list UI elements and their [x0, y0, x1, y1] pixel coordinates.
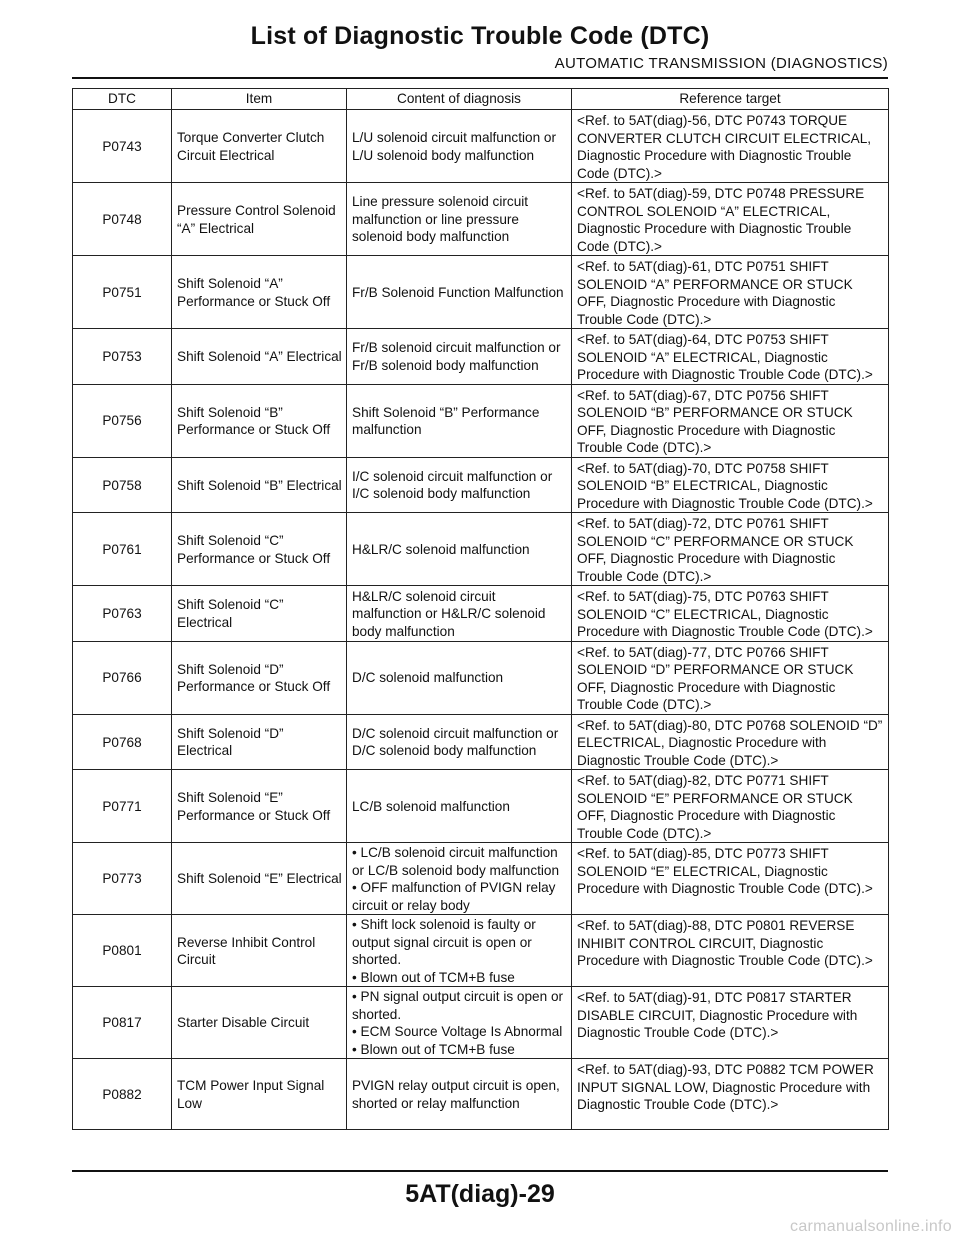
table-row: [73, 641, 889, 714]
diagnosis-content: [347, 329, 572, 385]
reference-link[interactable]: <Ref. to 5AT(diag)-82, DTC P0771 SHIFT SOLENOID “E” PERFORMANCE OR STUCK OFF, Diagnostic Procedure with Diagnostic Trouble Code (DTC).>: [572, 770, 889, 843]
diagnosis-content: [347, 915, 572, 987]
diagnosis-content: [347, 843, 572, 915]
table-row: [73, 384, 889, 457]
table-header-row: [73, 89, 889, 110]
dtc-item: Shift Solenoid “A” Performance or Stuck Off: [172, 256, 347, 329]
diagnosis-line: • LC/B solenoid circuit malfunction or LC/B solenoid body malfunction: [352, 845, 560, 878]
dtc-code: P0817: [73, 987, 172, 1059]
dtc-item: TCM Power Input Signal Low: [172, 1059, 347, 1130]
diagnosis-line: Shift Solenoid “B” Performance malfunction: [352, 404, 540, 437]
diagnosis-content: [347, 586, 572, 642]
reference-link[interactable]: <Ref. to 5AT(diag)-85, DTC P0773 SHIFT SOLENOID “E” ELECTRICAL, Diagnostic Procedure with Diagnostic Trouble Code (DTC).>: [572, 843, 889, 915]
dtc-code: P0768: [73, 714, 172, 770]
dtc-item: Shift Solenoid “B” Electrical: [172, 457, 347, 513]
column-header-dtc: DTC: [73, 89, 172, 110]
table-row: [73, 987, 889, 1059]
diagnosis-line: PVIGN relay output circuit is open, shorted or relay malfunction: [352, 1078, 560, 1111]
reference-link[interactable]: <Ref. to 5AT(diag)-72, DTC P0761 SHIFT SOLENOID “C” PERFORMANCE OR STUCK OFF, Diagnostic Procedure with Diagnostic Trouble Code (DTC).>: [572, 513, 889, 586]
section-title: AUTOMATIC TRANSMISSION (DIAGNOSTICS): [554, 55, 888, 72]
dtc-code: P0758: [73, 457, 172, 513]
dtc-code: P0763: [73, 586, 172, 642]
diagnosis-content: [347, 770, 572, 843]
dtc-code: P0771: [73, 770, 172, 843]
dtc-item: Shift Solenoid “B” Performance or Stuck Off: [172, 384, 347, 457]
dtc-code: P0751: [73, 256, 172, 329]
dtc-code: P0801: [73, 915, 172, 987]
table-row: [73, 110, 889, 183]
dtc-item: Shift Solenoid “E” Performance or Stuck Off: [172, 770, 347, 843]
diagnosis-line: Fr/B solenoid circuit malfunction or Fr/B solenoid body malfunction: [352, 340, 561, 373]
table-row: [73, 457, 889, 513]
dtc-code: P0766: [73, 641, 172, 714]
dtc-item: Shift Solenoid “C” Performance or Stuck Off: [172, 513, 347, 586]
table-row: [73, 329, 889, 385]
diagnosis-line: D/C solenoid circuit malfunction or D/C solenoid body malfunction: [352, 725, 559, 759]
dtc-item: Shift Solenoid “E” Electrical: [172, 843, 347, 915]
reference-link[interactable]: <Ref. to 5AT(diag)-91, DTC P0817 STARTER DISABLE CIRCUIT, Diagnostic Procedure with Diagnostic Trouble Code (DTC).>: [572, 987, 889, 1059]
reference-link[interactable]: <Ref. to 5AT(diag)-56, DTC P0743 TORQUE CONVERTER CLUTCH CIRCUIT ELECTRICAL, Diagnostic Procedure with Diagnostic Trouble Code (DTC).>: [572, 110, 889, 183]
dtc-code: P0773: [73, 843, 172, 915]
diagnosis-line: L/U solenoid circuit malfunction or L/U solenoid body malfunction: [352, 130, 556, 163]
reference-link[interactable]: <Ref. to 5AT(diag)-70, DTC P0758 SHIFT SOLENOID “B” ELECTRICAL, Diagnostic Procedure with Diagnostic Trouble Code (DTC).>: [572, 457, 889, 513]
reference-link[interactable]: <Ref. to 5AT(diag)-93, DTC P0882 TCM POWER INPUT SIGNAL LOW, Diagnostic Procedure with Diagnostic Trouble Code (DTC).>: [572, 1059, 889, 1130]
reference-link[interactable]: <Ref. to 5AT(diag)-59, DTC P0748 PRESSURE CONTROL SOLENOID “A” ELECTRICAL, Diagnostic Procedure with Diagnostic Trouble Code (DTC).>: [572, 183, 889, 256]
diagnosis-line: • Blown out of TCM+B fuse: [352, 969, 515, 985]
dtc-item: Shift Solenoid “D” Performance or Stuck Off: [172, 641, 347, 714]
table-body: [73, 110, 889, 1130]
diagnosis-content: [347, 1059, 572, 1130]
diagnosis-content: [347, 384, 572, 457]
column-header-item: Item: [172, 89, 347, 110]
diagnosis-line: • OFF malfunction of PVIGN relay circuit or relay body: [352, 880, 556, 913]
diagnosis-line: • Blown out of TCM+B fuse: [352, 1041, 515, 1057]
table-row: [73, 1059, 889, 1130]
table-row: [73, 714, 889, 770]
table-row: [73, 770, 889, 843]
reference-link[interactable]: <Ref. to 5AT(diag)-88, DTC P0801 REVERSE INHIBIT CONTROL CIRCUIT, Diagnostic Procedure with Diagnostic Trouble Code (DTC).>: [572, 915, 889, 987]
table-row: [73, 513, 889, 586]
dtc-code: P0753: [73, 329, 172, 385]
reference-link[interactable]: <Ref. to 5AT(diag)-67, DTC P0756 SHIFT SOLENOID “B” PERFORMANCE OR STUCK OFF, Diagnostic Procedure with Diagnostic Trouble Code (DTC).>: [572, 384, 889, 457]
diagnosis-content: [347, 513, 572, 586]
diagnosis-line: Line pressure solenoid circuit malfunction or line pressure solenoid body malfunction: [352, 194, 529, 245]
column-header-content: Content of diagnosis: [347, 89, 572, 110]
table-row: [73, 586, 889, 642]
diagnosis-line: H&LR/C solenoid malfunction: [352, 541, 530, 557]
dtc-table: [72, 88, 889, 1130]
diagnosis-line: • ECM Source Voltage Is Abnormal: [352, 1024, 563, 1039]
diagnosis-line: Fr/B Solenoid Function Malfunction: [352, 284, 564, 300]
diagnosis-line: D/C solenoid malfunction: [352, 670, 504, 686]
table-row: [73, 256, 889, 329]
dtc-code: P0743: [73, 110, 172, 183]
column-header-reference: Reference target: [572, 89, 889, 110]
diagnosis-line: LC/B solenoid malfunction: [352, 798, 510, 814]
dtc-item: Shift Solenoid “A” Electrical: [172, 329, 347, 385]
table-row: [73, 843, 889, 915]
dtc-item: Pressure Control Solenoid “A” Electrical: [172, 183, 347, 256]
table-row: [73, 183, 889, 256]
reference-link[interactable]: <Ref. to 5AT(diag)-80, DTC P0768 SOLENOID “D” ELECTRICAL, Diagnostic Procedure with Diagnostic Trouble Code (DTC).>: [572, 714, 889, 770]
header-divider: [72, 77, 888, 79]
reference-link[interactable]: <Ref. to 5AT(diag)-75, DTC P0763 SHIFT SOLENOID “C” ELECTRICAL, Diagnostic Procedure with Diagnostic Trouble Code (DTC).>: [572, 586, 889, 642]
diagnosis-content: [347, 987, 572, 1059]
dtc-code: P0761: [73, 513, 172, 586]
reference-link[interactable]: <Ref. to 5AT(diag)-64, DTC P0753 SHIFT SOLENOID “A” ELECTRICAL, Diagnostic Procedure with Diagnostic Trouble Code (DTC).>: [572, 329, 889, 385]
reference-link[interactable]: <Ref. to 5AT(diag)-77, DTC P0766 SHIFT SOLENOID “D” PERFORMANCE OR STUCK OFF, Diagnostic Procedure with Diagnostic Trouble Code (DTC).>: [572, 641, 889, 714]
reference-link[interactable]: <Ref. to 5AT(diag)-61, DTC P0751 SHIFT SOLENOID “A” PERFORMANCE OR STUCK OFF, Diagnostic Procedure with Diagnostic Trouble Code (DTC).>: [572, 256, 889, 329]
dtc-code: P0882: [73, 1059, 172, 1130]
diagnosis-content: [347, 457, 572, 513]
diagnosis-content: [347, 110, 572, 183]
diagnosis-line: • Shift lock solenoid is faulty or output signal circuit is open or shorted.: [352, 917, 536, 967]
diagnosis-content: [347, 641, 572, 714]
diagnosis-line: I/C solenoid circuit malfunction or I/C solenoid body malfunction: [352, 468, 553, 502]
page-number: 5AT(diag)-29: [405, 1180, 555, 1208]
dtc-code: P0756: [73, 384, 172, 457]
watermark: carmanualsonline.info: [790, 1218, 952, 1235]
footer-divider: [72, 1170, 888, 1172]
dtc-item: Reverse Inhibit Control Circuit: [172, 915, 347, 987]
diagnosis-content: [347, 256, 572, 329]
diagnosis-line: • PN signal output circuit is open or shorted.: [352, 989, 564, 1022]
diagnosis-content: [347, 714, 572, 770]
table-row: [73, 915, 889, 987]
diagnosis-line: H&LR/C solenoid circuit malfunction or H&LR/C solenoid body malfunction: [352, 588, 546, 639]
dtc-code: P0748: [73, 183, 172, 256]
dtc-item: Torque Converter Clutch Circuit Electrical: [172, 110, 347, 183]
diagnosis-content: [347, 183, 572, 256]
dtc-item: Shift Solenoid “D” Electrical: [172, 714, 347, 770]
dtc-item: Starter Disable Circuit: [172, 987, 347, 1059]
page-title: List of Diagnostic Trouble Code (DTC): [250, 22, 710, 50]
dtc-item: Shift Solenoid “C” Electrical: [172, 586, 347, 642]
